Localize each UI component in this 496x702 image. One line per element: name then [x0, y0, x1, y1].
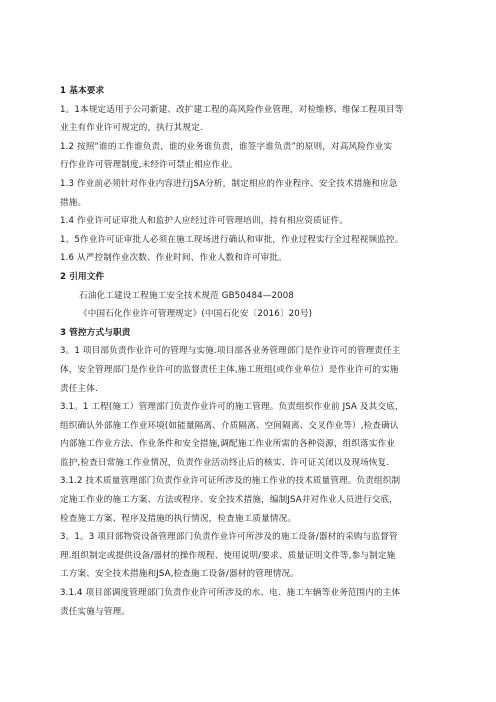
text-line: 责任主体. [60, 383, 98, 394]
text-line: 监护,检查日常施工作业情况，负责作业活动终止后的核实、许可证关闭以及现场恢复. [60, 457, 390, 468]
section-heading: 1 基本要求 [60, 86, 105, 96]
text-line: 内部施工作业方法、作业条件和安全措施,调配施工作业所需的各种资源，组织落实作业 [60, 439, 396, 450]
document-page [60, 82, 452, 621]
text-line: 1.4 作业许可证审批人和监护人应经过许可管理培训，持有相应资质证件。 [60, 216, 349, 227]
text-line: 3.1.4 项目部调度管理部门负责作业许可所涉及的水、电、施工车辆等业务范围内的主体 [60, 588, 401, 599]
text-line: 1。5作业许可证审批人必须在施工现场进行确认和审批，作业过程实行全过程视频监控。 [60, 234, 404, 245]
text-line: 3.1.2 技术质量管理部门负责作业许可证所涉及的施工作业的技术质量管理。负责组织制 [60, 476, 401, 487]
text-line: 3。1。3 项目部物资设备管理部门负责作业许可所涉及的施工设备/器材的采购与监督管 [60, 532, 398, 543]
text-line: 3.1。1 工程(施工）管理部门负责作业许可的施工管理。负责组织作业前 JSA 及其交底， [60, 402, 404, 413]
section-heading: 3 管控方式与职责 [60, 327, 131, 338]
text-line: 业主有作业许可规定的，执行其规定. [60, 123, 203, 134]
text-line: 石油化工建设工程施工安全技术规范 GB50484—2008 [79, 290, 294, 301]
text-line: 措施。 [60, 197, 87, 208]
text-line: 1.2 按照“谁的工作谁负责，谁的业务谁负责，谁签字谁负责”的原则，对高风险作业实 [60, 141, 393, 152]
text-line: 组织确认外部施工作业环境(如能量隔离、介质隔离、空间隔离、交叉作业等）,检查确认 [60, 420, 399, 431]
text-line: 3。1 项目部负责作业许可的管理与实施.项目部各业务管理部门是作业许可的管理责任主 [60, 346, 401, 357]
text-line: 行作业许可管理制度,未经许可禁止相应作业。 [60, 160, 238, 171]
text-line: 定施工作业的施工方案、方法或程序、安全技术措施，编制JSA并对作业人员进行交底， [60, 495, 398, 506]
text-line: 1.6 从严控制作业次数、作业时间、作业人数和许可审批。 [60, 253, 287, 264]
text-line: 《中国石化作业许可管理规定》(中国石化安〔2016〕20号) [79, 309, 313, 320]
text-line: 体，安全管理部门是作业许可的监督责任主体,施工班组(或作业单位）是作业许可的实施 [60, 364, 399, 375]
text-line: 1.3 作业前必须针对作业内容进行JSA分析，制定相应的作业程序、安全技术措施和应急 [60, 178, 398, 189]
text-line: 理.组织制定或提供设备/器材的操作规程、使用说明/要求、质量证明文件等,参与制定施 [60, 550, 396, 561]
text-line: 工方案、安全技术措施和JSA,检查施工设备/器材的管理情况。 [60, 569, 299, 580]
text-line: 1。1本规定适用于公司新建、改扩建工程的高风险作业管理，对检维修、维保工程项目等 [60, 104, 404, 115]
text-line: 责任实施与管理。 [60, 606, 130, 617]
section-heading: 2 引用文件 [60, 271, 105, 282]
text-line: 检查施工方案、程序及措施的执行情况，检查施工质量情况。 [60, 513, 297, 524]
